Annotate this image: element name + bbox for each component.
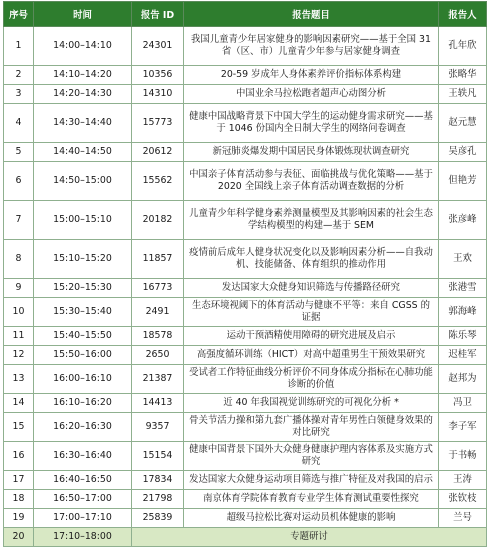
table-row [4, 327, 487, 346]
row-index: 17 [4, 471, 34, 490]
table-row [4, 442, 487, 471]
row-topic: 中国亲子体育活动参与表征、面临挑战与优化策略——基于 2020 全国线上亲子体育活动调查数据的分析 [184, 162, 439, 201]
final-row-index: 20 [4, 528, 34, 547]
table-row [4, 298, 487, 327]
row-time: 16:10–16:20 [34, 394, 132, 413]
row-index: 16 [4, 442, 34, 471]
row-index: 3 [4, 85, 34, 104]
row-presenter: 张港雪 [439, 279, 487, 298]
row-index: 14 [4, 394, 34, 413]
row-time: 14:40–14:50 [34, 143, 132, 162]
final-row-topic: 专题研讨 [132, 528, 487, 547]
table-row [4, 27, 487, 66]
table-row [4, 143, 487, 162]
table-row [4, 490, 487, 509]
schedule-table [3, 1, 487, 547]
table-row [4, 85, 487, 104]
row-index: 13 [4, 365, 34, 394]
table-row [4, 365, 487, 394]
row-presenter: 王欢 [439, 240, 487, 279]
row-index: 9 [4, 279, 34, 298]
row-topic: 骨关节活力操和第九套广播体操对青年男性白领健身效果的对比研究 [184, 413, 439, 442]
row-topic: 高强度循环训练（HICT）对高中超重男生干预效果研究 [184, 346, 439, 365]
row-topic: 疫情前后成年人健身状况变化以及影响因素分析——自我动机、技能储备、体育组织的推动作用 [184, 240, 439, 279]
row-index: 6 [4, 162, 34, 201]
row-index: 7 [4, 201, 34, 240]
row-report-id: 11857 [132, 240, 184, 279]
row-report-id: 18578 [132, 327, 184, 346]
row-topic: 健康中国背景下国外大众健身健康护理内容体系及实施方式研究 [184, 442, 439, 471]
row-report-id: 10356 [132, 66, 184, 85]
table-row [4, 279, 487, 298]
row-index: 10 [4, 298, 34, 327]
row-time: 15:30–15:40 [34, 298, 132, 327]
row-topic: 20-59 岁成年人身体素养评价指标体系构建 [184, 66, 439, 85]
row-topic: 近 40 年我国视觉训练研究的可视化分析 * [184, 394, 439, 413]
row-presenter: 王涛 [439, 471, 487, 490]
row-presenter: 赵元慧 [439, 104, 487, 143]
row-topic: 生态环境视阈下的体育活动与健康不平等：来自 CGSS 的证据 [184, 298, 439, 327]
row-index: 4 [4, 104, 34, 143]
row-presenter: 迟桂军 [439, 346, 487, 365]
row-index: 1 [4, 27, 34, 66]
row-topic: 发达国家大众健身知识筛选与传播路径研究 [184, 279, 439, 298]
row-presenter: 李子军 [439, 413, 487, 442]
header-index: 序号 [4, 2, 34, 27]
row-presenter: 于书畅 [439, 442, 487, 471]
row-report-id: 20612 [132, 143, 184, 162]
table-row [4, 346, 487, 365]
row-time: 15:10–15:20 [34, 240, 132, 279]
row-index: 18 [4, 490, 34, 509]
row-topic: 新冠肺炎爆发期中国居民身体锻炼现状调查研究 [184, 143, 439, 162]
row-presenter: 吴彦孔 [439, 143, 487, 162]
row-report-id: 20182 [132, 201, 184, 240]
row-index: 19 [4, 509, 34, 528]
row-index: 8 [4, 240, 34, 279]
row-index: 11 [4, 327, 34, 346]
final-row-time: 17:10–18:00 [34, 528, 132, 547]
table-row [4, 104, 487, 143]
row-presenter: 但艳芳 [439, 162, 487, 201]
row-time: 14:50–15:00 [34, 162, 132, 201]
row-report-id: 25839 [132, 509, 184, 528]
row-presenter: 张钦枝 [439, 490, 487, 509]
row-presenter: 陈乐琴 [439, 327, 487, 346]
header-presenter: 报告人 [439, 2, 487, 27]
final-row [4, 528, 487, 547]
row-presenter: 郭海峰 [439, 298, 487, 327]
row-presenter: 王轶凡 [439, 85, 487, 104]
row-report-id: 21798 [132, 490, 184, 509]
row-topic: 运动干预酒精使用障碍的研究进展及启示 [184, 327, 439, 346]
row-time: 16:40–16:50 [34, 471, 132, 490]
row-time: 16:20–16:30 [34, 413, 132, 442]
header-topic: 报告题目 [184, 2, 439, 27]
row-presenter: 张彦峰 [439, 201, 487, 240]
table-row [4, 413, 487, 442]
table-row [4, 509, 487, 528]
row-report-id: 24301 [132, 27, 184, 66]
row-time: 15:20–15:30 [34, 279, 132, 298]
row-index: 5 [4, 143, 34, 162]
table-row [4, 66, 487, 85]
row-presenter: 冯卫 [439, 394, 487, 413]
row-report-id: 14310 [132, 85, 184, 104]
row-topic: 中国业余马拉松跑者超声心动图分析 [184, 85, 439, 104]
row-time: 16:50–17:00 [34, 490, 132, 509]
row-time: 14:10–14:20 [34, 66, 132, 85]
row-topic: 超级马拉松比赛对运动员机体健康的影响 [184, 509, 439, 528]
row-report-id: 17834 [132, 471, 184, 490]
row-report-id: 2491 [132, 298, 184, 327]
row-report-id: 16773 [132, 279, 184, 298]
table-row [4, 240, 487, 279]
table-row [4, 201, 487, 240]
row-topic: 南京体育学院体育教育专业学生体育测试重要性探究 [184, 490, 439, 509]
row-topic: 儿童青少年科学健身素养测量模型及其影响因素的社会生态学结构模型的构建—基于 SEM [184, 201, 439, 240]
row-report-id: 15562 [132, 162, 184, 201]
header-time: 时间 [34, 2, 132, 27]
row-index: 2 [4, 66, 34, 85]
header-report-id: 报告 ID [132, 2, 184, 27]
row-report-id: 14413 [132, 394, 184, 413]
row-report-id: 2650 [132, 346, 184, 365]
row-time: 16:30–16:40 [34, 442, 132, 471]
table-row [4, 394, 487, 413]
row-topic: 我国儿童青少年居家健身的影响因素研究——基于全国 31 省（区、市）儿童青少年参与居家健身调查 [184, 27, 439, 66]
row-topic: 发达国家大众健身运动项目筛选与推广特征及对我国的启示 [184, 471, 439, 490]
row-time: 15:00–15:10 [34, 201, 132, 240]
row-report-id: 9357 [132, 413, 184, 442]
row-presenter: 张略华 [439, 66, 487, 85]
row-presenter: 兰号 [439, 509, 487, 528]
row-report-id: 15154 [132, 442, 184, 471]
row-report-id: 15773 [132, 104, 184, 143]
row-time: 15:50–16:00 [34, 346, 132, 365]
row-presenter: 孔年欣 [439, 27, 487, 66]
row-time: 14:00–14:10 [34, 27, 132, 66]
table-row [4, 162, 487, 201]
row-presenter: 赵邦为 [439, 365, 487, 394]
row-time: 14:30–14:40 [34, 104, 132, 143]
row-time: 16:00–16:10 [34, 365, 132, 394]
header-row [4, 2, 487, 27]
row-index: 15 [4, 413, 34, 442]
table-row [4, 471, 487, 490]
row-time: 14:20–14:30 [34, 85, 132, 104]
row-time: 15:40–15:50 [34, 327, 132, 346]
row-report-id: 21387 [132, 365, 184, 394]
row-topic: 受试者工作特征曲线分析评价不同身体成分指标在心肺功能诊断的价值 [184, 365, 439, 394]
row-topic: 健康中国战略背景下中国大学生的运动健身需求研究——基于 1046 份国内全日制大学生的网络问卷调查 [184, 104, 439, 143]
row-time: 17:00–17:10 [34, 509, 132, 528]
row-index: 12 [4, 346, 34, 365]
